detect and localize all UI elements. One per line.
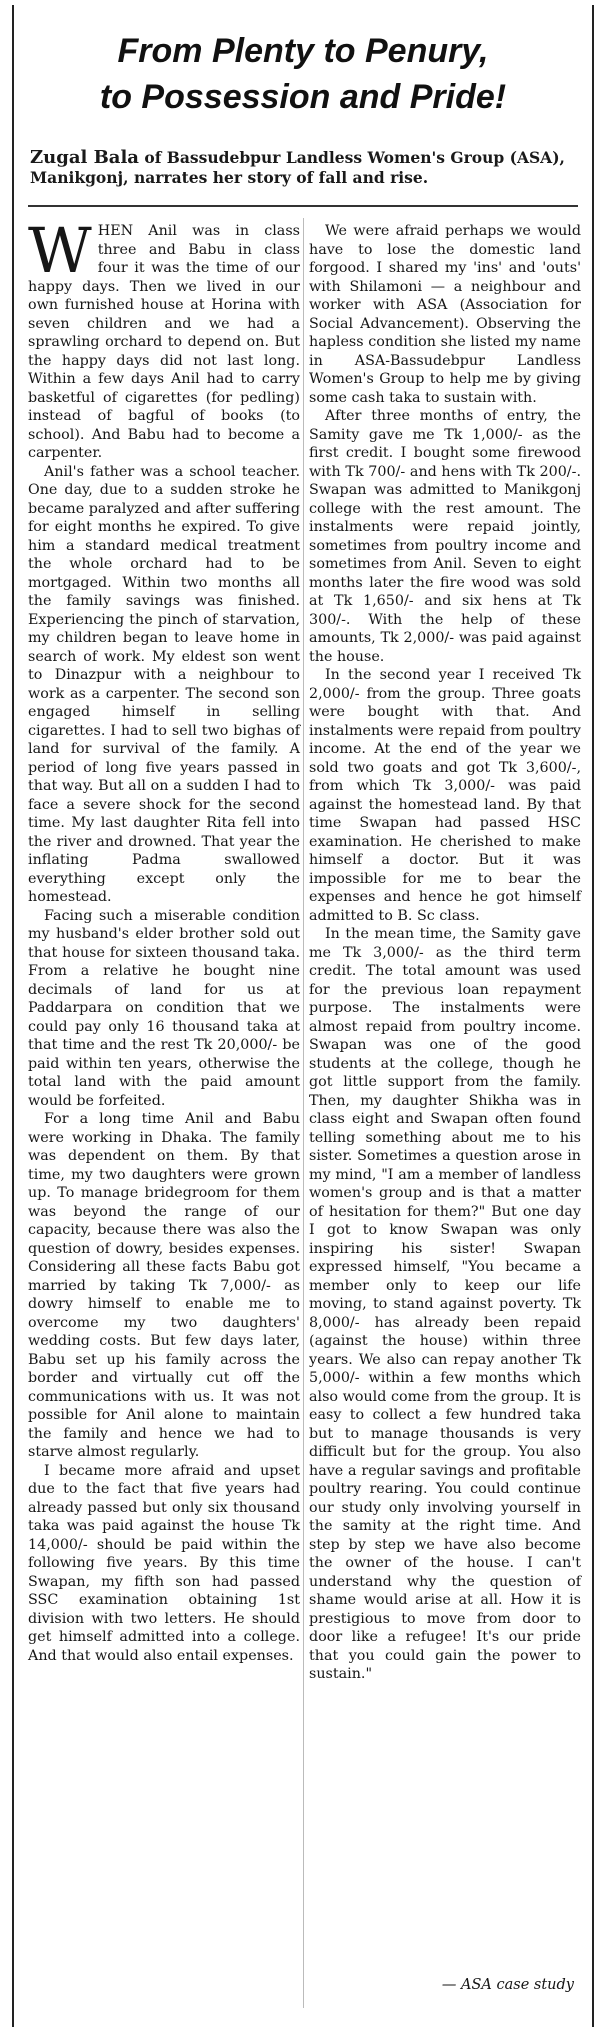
- deck-author-name: Zugal Bala: [30, 147, 139, 168]
- paragraph-7: After three months of entry, the Samity gave me Tk 1,000/- as the first credit. I bought some firewood with Tk 700/- and hens with Tk 200/-. Swapan was admitted to Manikgonj college with the rest amount. The instalments were repaid jointly, sometimes from poultry income and sometimes from Anil. Seven to eight months later the fire wood was sold at Tk 1,650/- and six hens at Tk 300/-. With the help of these amounts, Tk 2,000/- was paid against the house.: [309, 408, 581, 665]
- title-line-1: From Plenty to Penury,: [117, 32, 489, 70]
- drop-cap: W: [28, 214, 92, 287]
- article-credit: — ASA case study: [441, 1977, 574, 1993]
- column-right: [309, 222, 581, 1684]
- title-line-2: to Possession and Pride!: [99, 78, 507, 116]
- deck-text: of Bassudebpur Landless Women's Group (ASA), Manikgonj, narrates her story of fall and rise.: [30, 148, 565, 187]
- article-title: [14, 28, 592, 120]
- column-divider: [303, 218, 304, 2008]
- paragraph-5: I became more afraid and upset due to the fact that five years had already passed but only six thousand taka was paid against the house Tk 14,000/- should be paid within the following five years. By this time Swapan, my fifth son had passed SSC examination obtaining 1st division with two letters. He should get himself admitted into a college. And that would also entail expenses.: [28, 1462, 300, 1664]
- paragraph-3: Facing such a miserable condition my husband's elder brother sold out that house for sixteen thousand taka. From a relative he bought nine decimals of land for us at Paddarpara on condition that we could pay only 16 thousand taka at that time and the rest Tk 20,000/- be paid within ten years, otherwise the total land with the paid amount would be forfeited.: [28, 907, 300, 1109]
- column-left: [28, 214, 300, 1665]
- header-rule: [28, 205, 578, 207]
- paragraph-1-text: HEN Anil was in class three and Babu in class four it was the time of our happy days. Then we lived in our own furnished house at Horina with seven children and we had a sprawling orchard to depend on. But the happy days did not last long. Within a few days Anil had to carry basketful of cigarettes (for pedling) instead of bagful of books (to school). And Babu had to become a carpenter.: [28, 223, 300, 461]
- paragraph-8: In the second year I received Tk 2,000/- from the group. Three goats were bought with that. And instalments were repaid from poultry income. At the end of the year we sold two goats and got Tk 3,600/-, from which Tk 3,000/- was paid against the homestead land. By that time Swapan had passed HSC examination. He cherished to make himself a doctor. But it was impossible for me to bear the expenses and hence he got himself admitted to B. Sc class.: [309, 667, 581, 924]
- paragraph-2: Anil's father was a school teacher. One day, due to a sudden stroke he became paralyzed and after suffering for eight months he expired. To give him a standard medical treatment the whole orchard had to be mortgaged. Within two months all the family savings was finished. Experiencing the pinch of starvation, my children began to leave home in search of work. My eldest son went to Dinazpur with a neighbour to work as a carpenter. The second son engaged himself in selling cigarettes. I had to sell two bighas of land for survival of the family. A period of long five years passed in that way. But all on a sudden I had to face a severe shock for the second time. My last daughter Rita fell into the river and drowned. That year the inflating Padma swallowed everything except only the homestead.: [28, 463, 300, 905]
- paragraph-4: For a long time Anil and Babu were working in Dhaka. The family was dependent on them. By that time, my two daughters were grown up. To manage bridegroom for them was beyond the range of our capacity, because there was also the question of dowry, besides expenses. Considering all these facts Babu got married by taking Tk 7,000/- as dowry himself to enable me to overcome my two daughters' wedding costs. But few days later, Babu set up his family across the border and virtually cut off the communications with us. It was not possible for Anil alone to maintain the family and hence we had to starve almost regularly.: [28, 1111, 300, 1460]
- paragraph-9: In the mean time, the Samity gave me Tk 3,000/- as the third term credit. The total amount was used for the previous loan repayment purpose. The instalments were almost repaid from poultry income. Swapan was one of the good students at the college, though he got little support from the family. Then, my daughter Shikha was in class eight and Swapan often found telling something about me to his sister. Sometimes a question arose in my mind, "I am a member of landless women's group and is that a matter of hesitation for them?" But one day I got to know Swapan was only inspiring his sister! Swapan expressed himself, "You became a member only to keep our life moving, to stand against poverty. Tk 8,000/- has already been repaid (against the house) within three years. We also can repay another Tk 5,000/- within a few months which also would come from the group. It is easy to collect a few hundred taka but to manage thousands is very difficult but for the group. You also have a regular savings and profitable poultry rearing. You could continue our study only involving yourself in the samity at the right time. And step by step we have also become the owner of the house. I can't understand why the question of shame would arise at all. How it is prestigious to move from door to door like a refugee! It's our pride that you could gain the power to sustain.": [309, 926, 581, 1682]
- paragraph-1: [28, 214, 300, 463]
- article-deck: [30, 148, 575, 188]
- paragraph-6: We were afraid perhaps we would have to lose the domestic land forgood. I shared my 'ins' and 'outs' with Shilamoni — a neighbour and worker with ASA (Association for Social Advancement). Observing the hapless condition she listed my name in ASA-Bassudebpur Landless Women's Group to help me by giving some cash taka to sustain with.: [309, 223, 581, 406]
